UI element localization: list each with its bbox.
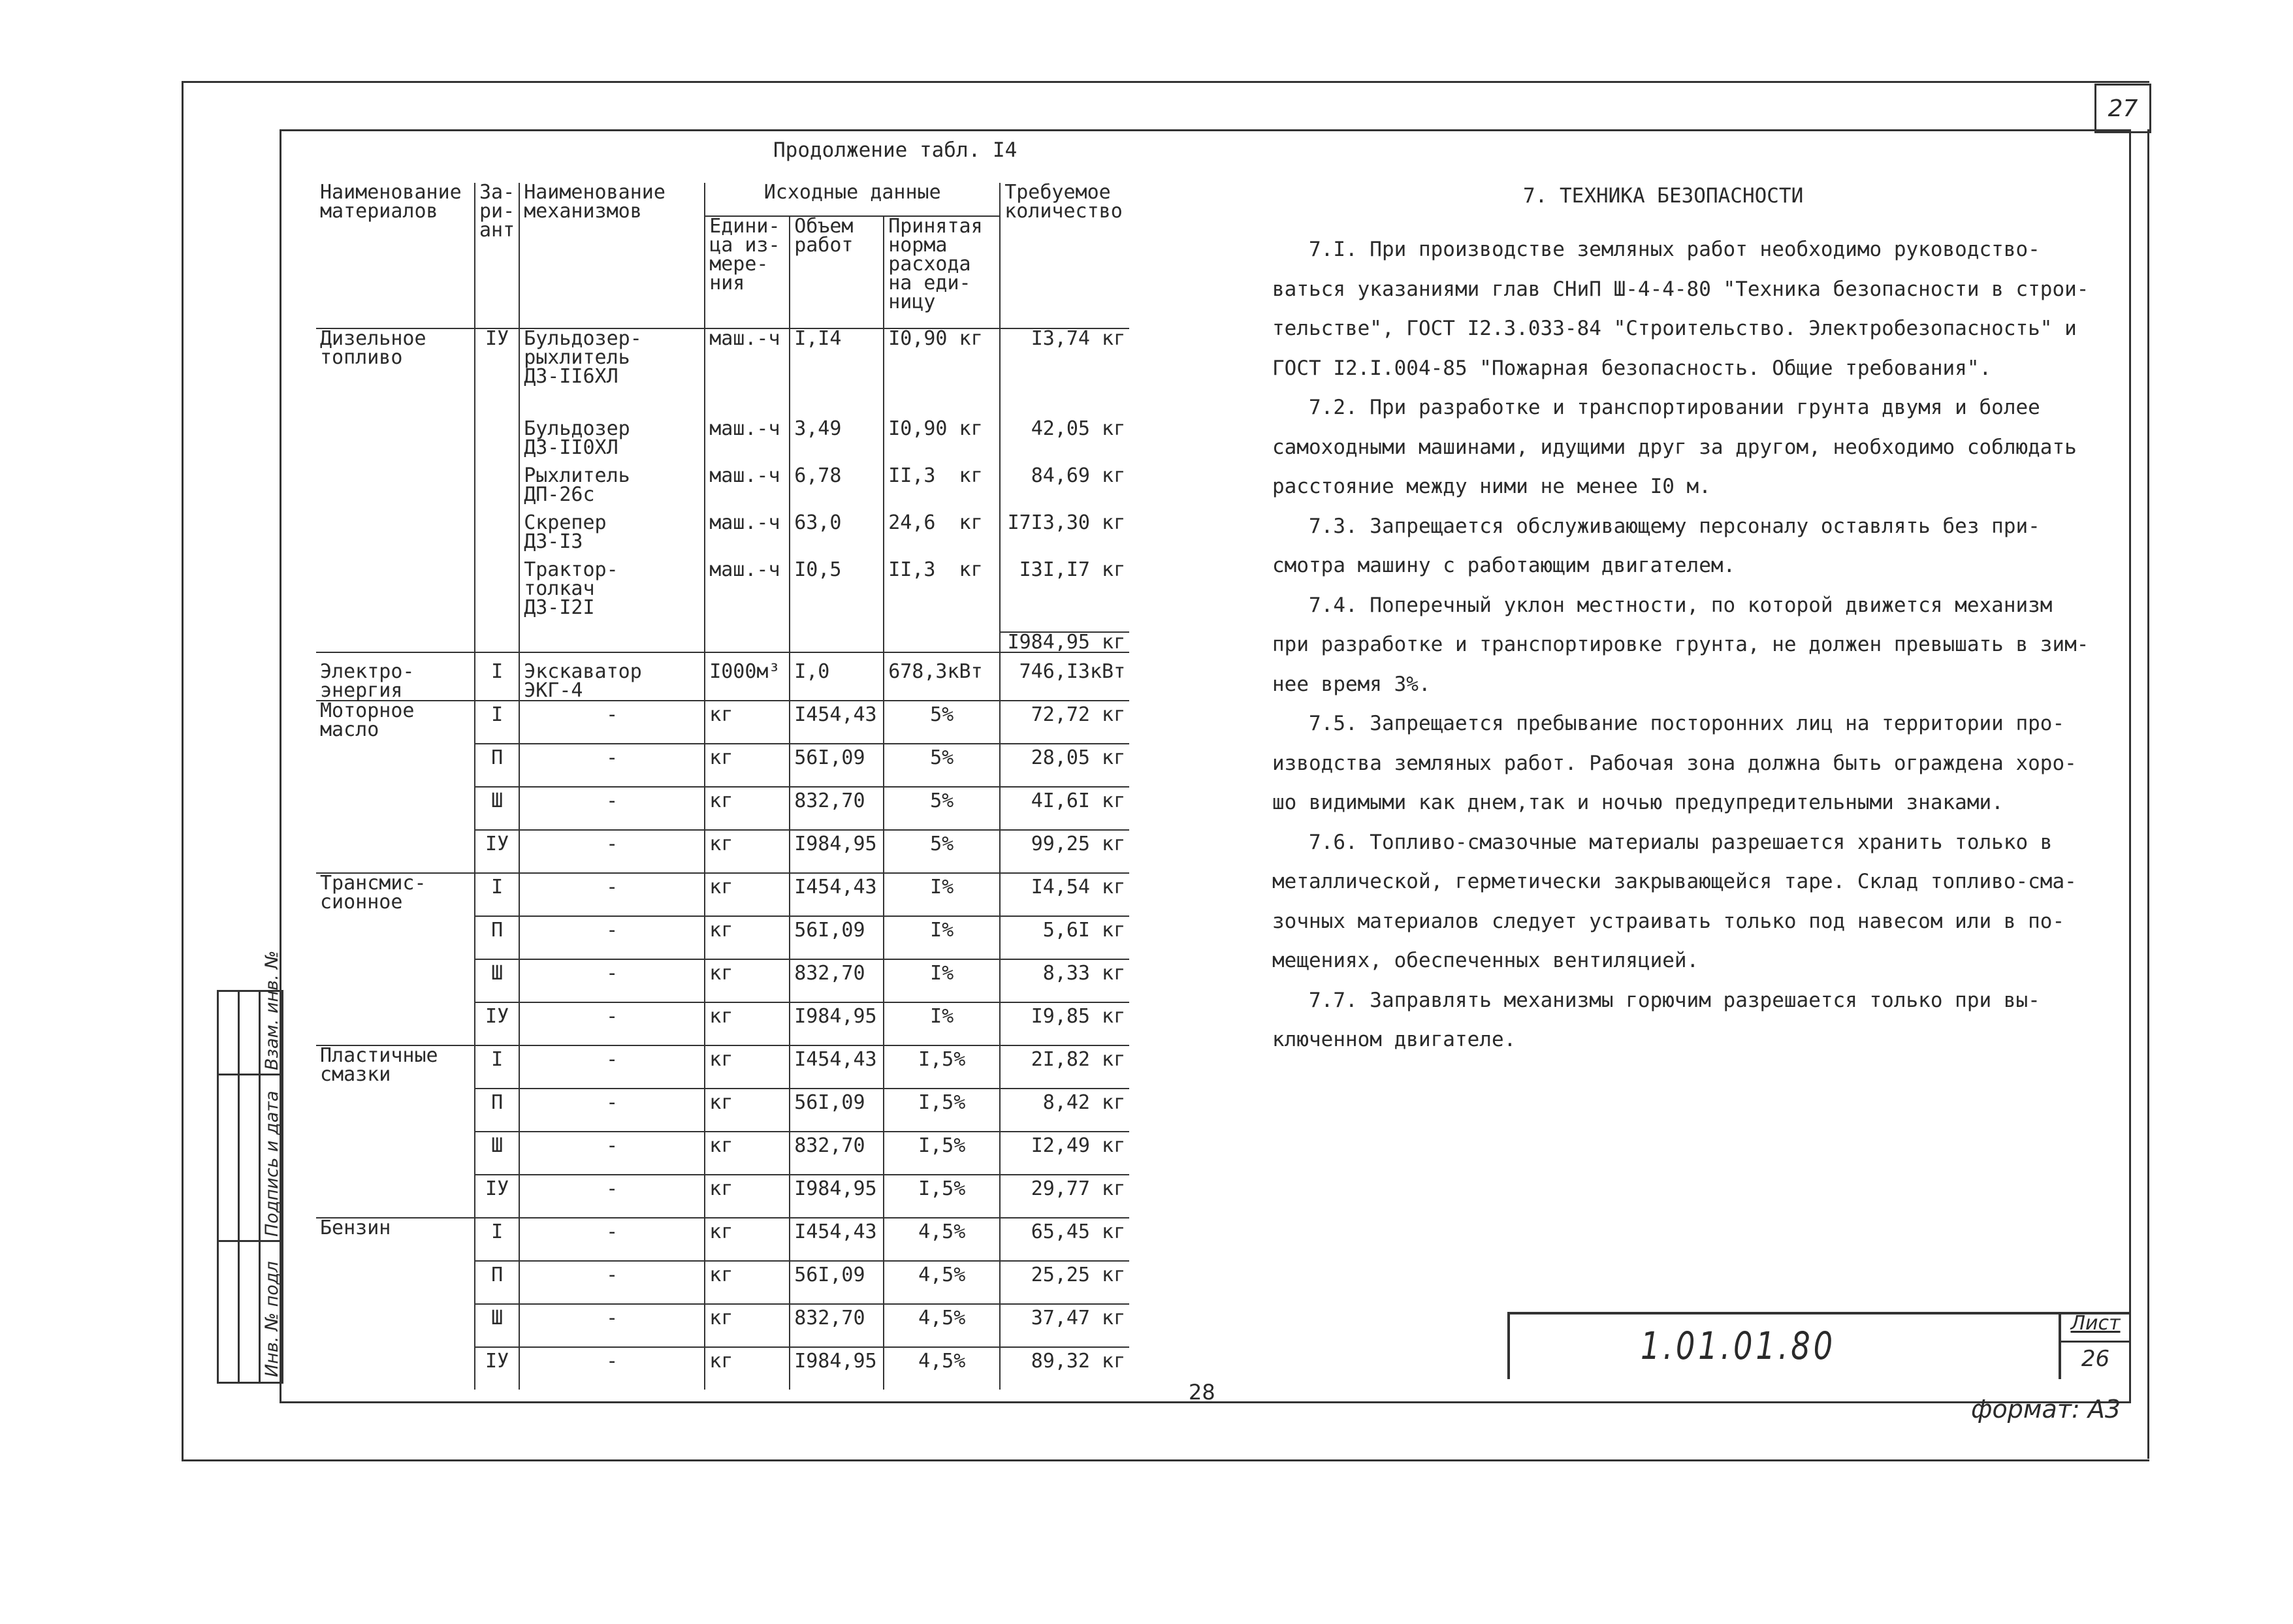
variant-cell: Ш [475,787,519,830]
document-code: 1.01.01.80 [1641,1324,1836,1368]
norm-cell: 4,5% [884,1304,1000,1347]
volume-cell: I,I4 [790,328,884,419]
body-text-line: 7.3. Запрещается обслуживающему персоналу оставлять без при- [1272,514,2040,538]
unit-cell: кг [705,1002,790,1045]
required-cell: 84,69 кг [1000,466,1129,513]
required-cell: I3,74 кг [1000,328,1129,419]
norm-cell: II,3 кг [884,466,1000,513]
required-cell: I7I3,30 кг [1000,513,1129,560]
side-stamp-divider-2 [219,1240,281,1242]
mechanism-cell: - [519,1175,705,1218]
required-cell: 89,32 кг [1000,1347,1129,1390]
norm-cell: II,3 кг [884,560,1000,632]
material-cell: Трансмис- сионное [316,873,475,1045]
unit-cell: маш.-ч [705,513,790,560]
body-text-line: расстояние между ними не менее I0 м. [1272,475,1711,498]
required-cell: 29,77 кг [1000,1175,1129,1218]
mechanism-cell: - [519,1045,705,1089]
unit-cell: кг [705,959,790,1002]
required-cell: 8,33 кг [1000,959,1129,1002]
table-row [316,652,1129,701]
mechanism-cell: - [519,959,705,1002]
unit-cell: кг [705,830,790,873]
norm-cell: I,5% [884,1089,1000,1132]
mechanism-cell: - [519,787,705,830]
norm-cell: I% [884,1002,1000,1045]
body-text-line: ваться указаниями глав СНиП Ш-4-4-80 "Техника безопасности в строи- [1272,277,2089,301]
material-cell: Моторное масло [316,701,475,873]
bottom-page-number: 28 [1189,1380,1215,1405]
variant-cell: IУ [475,328,519,652]
volume-cell: I454,43 [790,1218,884,1261]
required-cell: 65,45 кг [1000,1218,1129,1261]
body-text-line: ГОСТ I2.I.004-85 "Пожарная безопасность. Общие требования". [1272,356,1992,380]
variant-cell: I [475,873,519,916]
required-cell: I3I,I7 кг [1000,560,1129,632]
norm-cell: 5% [884,787,1000,830]
mechanism-cell: - [519,916,705,959]
body-text-line: изводства земляных работ. Рабочая зона должна быть ограждена хоро- [1272,751,2077,775]
norm-cell: I% [884,959,1000,1002]
variant-cell: Ш [475,1132,519,1175]
side-stamp-signature-date: Подпись и дата [262,1091,282,1237]
title-block [1507,1312,2130,1379]
sheet-box [2059,1312,2130,1379]
volume-cell: I984,95 [790,830,884,873]
body-text-line: зочных материалов следует устраивать только под навесом или в по- [1272,909,2065,933]
material-cell: Дизельное топливо [316,328,475,652]
unit-cell: кг [705,744,790,787]
unit-cell: кг [705,873,790,916]
mechanism-cell: Трактор- толкач ДЗ-I2I [519,560,705,632]
required-cell: 72,72 кг [1000,701,1129,744]
variant-cell: П [475,916,519,959]
volume-cell: 56I,09 [790,1089,884,1132]
body-text-line: смотра машину с работающим двигателем. [1272,554,1736,577]
mechanism-cell: Рыхлитель ДП-26с [519,466,705,513]
body-text-line: 7.5. Запрещается пребывание посторонних лиц на территории про- [1272,712,2065,735]
empty-cell [884,632,1000,652]
unit-cell: I000м³ [705,652,790,701]
material-cell: Пластичные смазки [316,1045,475,1218]
variant-cell: П [475,1261,519,1304]
required-cell: 25,25 кг [1000,1261,1129,1304]
header-required: Требуемое количество [1000,183,1129,328]
volume-cell: 56I,09 [790,916,884,959]
norm-cell: 24,6 кг [884,513,1000,560]
variant-cell: Ш [475,959,519,1002]
body-text-line: тельстве", ГОСТ I2.3.033-84 "Строительство. Электробезопасность" и [1272,317,2077,340]
mechanism-cell: Бульдозер ДЗ-II0ХЛ [519,419,705,466]
table-row [316,873,1129,916]
required-cell: 5,6I кг [1000,916,1129,959]
unit-cell: маш.-ч [705,560,790,632]
norm-cell: I% [884,873,1000,916]
variant-cell: I [475,701,519,744]
variant-cell: П [475,744,519,787]
required-cell: I2,49 кг [1000,1132,1129,1175]
unit-cell: кг [705,1261,790,1304]
required-cell: 4I,6I кг [1000,787,1129,830]
variant-cell: IУ [475,830,519,873]
sheet-number: 26 [2081,1346,2110,1372]
unit-cell: кг [705,1175,790,1218]
required-cell: 746,I3кВт [1000,652,1129,701]
unit-cell: кг [705,1045,790,1089]
side-stamp-col-1 [219,992,240,1382]
empty-cell [519,632,705,652]
required-cell: 28,05 кг [1000,744,1129,787]
material-cell: Электро- энергия [316,652,475,701]
table-row [316,1218,1129,1261]
side-stamp-replace-inv: Взам. инв. № [262,950,282,1070]
body-text-line: ключенном двигателе. [1272,1028,1516,1051]
body-text-line: металлической, герметически закрывающейся таре. Склад топливо-сма- [1272,870,2077,893]
required-cell: I9,85 кг [1000,1002,1129,1045]
side-stamp [217,950,283,1384]
volume-cell: 3,49 [790,419,884,466]
table-title: Продолжение табл. I4 [773,138,1018,162]
frame-right-edge [2147,129,2149,1459]
mechanism-cell: Скрепер ДЗ-I3 [519,513,705,560]
variant-cell: I [475,1218,519,1261]
norm-cell: I,5% [884,1175,1000,1218]
norm-cell: I% [884,916,1000,959]
volume-cell: I454,43 [790,701,884,744]
required-cell: I4,54 кг [1000,873,1129,916]
diesel-total-cell: I984,95 кг [1000,632,1129,652]
materials-table [316,183,1129,1390]
required-cell: 37,47 кг [1000,1304,1129,1347]
table-row [316,328,1129,419]
unit-cell: кг [705,1304,790,1347]
variant-cell: I [475,1045,519,1089]
format-label: формат: А3 [1971,1395,2121,1424]
unit-cell: кг [705,1218,790,1261]
header-norm: Принятая норма расхода на еди- ницу [884,216,1000,328]
unit-cell: кг [705,787,790,830]
body-text-line: мещениях, обеспеченных вентиляцией. [1272,949,1699,972]
empty-cell [705,632,790,652]
body-text-line: 7.2. При разработке и транспортировании грунта двумя и более [1272,396,2040,419]
variant-cell: Ш [475,1304,519,1347]
mechanism-cell: - [519,1089,705,1132]
volume-cell: I984,95 [790,1347,884,1390]
body-text-line: 7.I. При производстве земляных работ необходимо руководство- [1272,238,2040,261]
header-unit: Едини- ца из- мере- ния [705,216,790,328]
variant-cell: П [475,1089,519,1132]
variant-cell: IУ [475,1347,519,1390]
mechanism-cell: - [519,1261,705,1304]
norm-cell: 678,3кВт [884,652,1000,701]
mechanism-cell: - [519,1347,705,1390]
volume-cell: I0,5 [790,560,884,632]
section-heading: 7. ТЕХНИКА БЕЗОПАСНОСТИ [1523,184,1804,208]
header-source-data: Исходные данные [705,183,1000,216]
variant-cell: IУ [475,1175,519,1218]
volume-cell: I,0 [790,652,884,701]
volume-cell: I984,95 [790,1002,884,1045]
corner-page-number: 27 [2094,84,2151,133]
unit-cell: маш.-ч [705,419,790,466]
mechanism-cell: - [519,873,705,916]
header-material: Наименование материалов [320,181,462,223]
header-volume: Объем работ [790,216,884,328]
volume-cell: I984,95 [790,1175,884,1218]
body-text-line: нее время 3%. [1272,672,1431,696]
empty-cell [790,632,884,652]
variant-cell: I [475,652,519,701]
unit-cell: кг [705,916,790,959]
table-row [316,701,1129,744]
mechanism-cell: - [519,744,705,787]
mechanism-cell: - [519,830,705,873]
volume-cell: 832,70 [790,959,884,1002]
mechanism-cell: - [519,1218,705,1261]
volume-cell: 6,78 [790,466,884,513]
body-text-line: самоходными машинами, идущими друг за другом, необходимо соблюдать [1272,435,2077,459]
side-stamp-inv-number: Инв. № подл [262,1261,282,1377]
norm-cell: 5% [884,701,1000,744]
norm-cell: 4,5% [884,1347,1000,1390]
material-cell: Бензин [316,1218,475,1390]
required-cell: 2I,82 кг [1000,1045,1129,1089]
volume-cell: 56I,09 [790,744,884,787]
body-text-line: при разработке и транспортировке грунта, не должен превышать в зим- [1272,633,2089,656]
mechanism-cell: - [519,1304,705,1347]
unit-cell: маш.-ч [705,328,790,419]
side-stamp-col-2 [240,992,261,1382]
norm-cell: 4,5% [884,1218,1000,1261]
unit-cell: кг [705,1347,790,1390]
body-text-line: шо видимыми как днем,так и ночью предупредительными знаками. [1272,791,2004,814]
unit-cell: кг [705,701,790,744]
volume-cell: 63,0 [790,513,884,560]
header-variant: За- ри- ант [475,183,519,328]
norm-cell: 5% [884,744,1000,787]
body-text-line: 7.6. Топливо-смазочные материалы разрешается хранить только в [1272,830,2053,854]
norm-cell: I0,90 кг [884,419,1000,466]
variant-cell: IУ [475,1002,519,1045]
norm-cell: I,5% [884,1132,1000,1175]
side-stamp-divider-1 [219,1074,281,1075]
norm-cell: 5% [884,830,1000,873]
mechanism-cell: - [519,701,705,744]
volume-cell: 56I,09 [790,1261,884,1304]
volume-cell: 832,70 [790,1304,884,1347]
table-row [316,1045,1129,1089]
mechanism-cell: - [519,1002,705,1045]
required-cell: 8,42 кг [1000,1089,1129,1132]
norm-cell: I0,90 кг [884,328,1000,419]
unit-cell: маш.-ч [705,466,790,513]
norm-cell: I,5% [884,1045,1000,1089]
required-cell: 42,05 кг [1000,419,1129,466]
unit-cell: кг [705,1132,790,1175]
mechanism-cell: Бульдозер- рыхлитель ДЗ-II6ХЛ [519,328,705,419]
sheet-label: Лист [2061,1312,2130,1343]
body-text-line: 7.7. Заправлять механизмы горючим разрешается только при вы- [1272,988,2040,1012]
mechanism-cell: Экскаватор ЭКГ-4 [519,652,705,701]
volume-cell: I454,43 [790,873,884,916]
volume-cell: 832,70 [790,1132,884,1175]
unit-cell: кг [705,1089,790,1132]
norm-cell: 4,5% [884,1261,1000,1304]
volume-cell: I454,43 [790,1045,884,1089]
volume-cell: 832,70 [790,787,884,830]
body-text-line: 7.4. Поперечный уклон местности, по которой движется механизм [1272,593,2053,617]
required-cell: 99,25 кг [1000,830,1129,873]
mechanism-cell: - [519,1132,705,1175]
header-mechanism: Наименование механизмов [519,183,705,328]
